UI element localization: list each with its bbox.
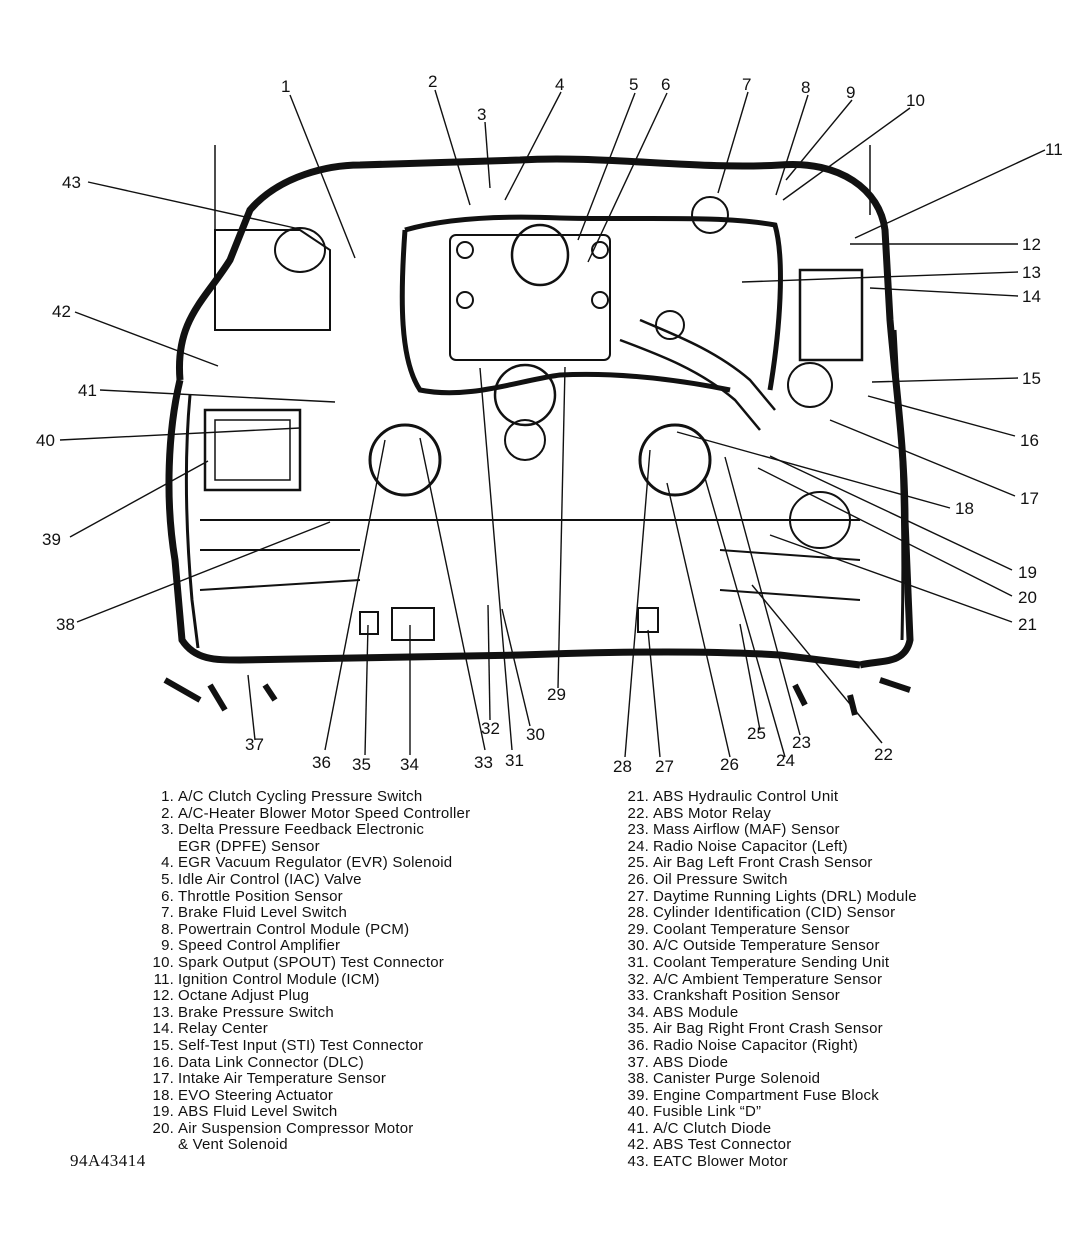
legend-number: 3. <box>161 821 174 839</box>
legend-text: ABS Module <box>653 1003 739 1021</box>
legend-text: Mass Airflow (MAF) Sensor <box>653 821 840 839</box>
legend-text: Crankshaft Position Sensor <box>653 987 840 1005</box>
legend-item <box>617 938 1057 955</box>
figure-id: 94A43414 <box>70 1151 146 1170</box>
callout-39: 39 <box>42 530 61 549</box>
legend-number: 41. <box>627 1119 649 1137</box>
callout-35: 35 <box>352 755 371 774</box>
legend-text: Octane Adjust Plug <box>178 987 310 1005</box>
legend-item <box>617 1071 1057 1088</box>
callout-30: 30 <box>526 725 545 744</box>
legend-number: 18. <box>152 1086 174 1104</box>
legend-item <box>617 789 1057 806</box>
legend-number: 31. <box>627 953 649 971</box>
callout-25: 25 <box>747 724 766 743</box>
callout-21: 21 <box>1018 615 1037 634</box>
callout-40: 40 <box>36 431 55 450</box>
legend-text: Idle Air Control (IAC) Valve <box>178 870 362 888</box>
legend-text: Speed Control Amplifier <box>178 937 341 955</box>
legend-number: 38. <box>627 1070 649 1088</box>
legend-number: 30. <box>627 937 649 955</box>
legend-text: Data Link Connector (DLC) <box>178 1053 364 1071</box>
legend-number: 23. <box>627 821 649 839</box>
legend-item <box>142 905 582 922</box>
callout-33: 33 <box>474 753 493 772</box>
legend-text: Brake Pressure Switch <box>178 1003 334 1021</box>
callout-2: 2 <box>428 72 438 91</box>
legend-text: A/C Clutch Diode <box>653 1119 772 1137</box>
callout-27: 27 <box>655 757 674 776</box>
legend-text: Intake Air Temperature Sensor <box>178 1070 387 1088</box>
callout-18: 18 <box>955 499 974 518</box>
legend-number: 10. <box>152 953 174 971</box>
legend-number: 21. <box>627 788 649 805</box>
legend-text: ABS Motor Relay <box>653 804 772 822</box>
engine-line-art <box>165 145 910 715</box>
legend-item <box>617 1005 1057 1022</box>
legend-number: 12. <box>152 987 174 1005</box>
callout-9: 9 <box>846 83 856 102</box>
legend-item <box>142 889 582 906</box>
legend-text: Air Suspension Compressor Motor <box>178 1119 414 1137</box>
legend-item <box>617 872 1057 889</box>
callout-15: 15 <box>1022 369 1041 388</box>
legend-number: 14. <box>152 1020 174 1038</box>
legend-number: 16. <box>152 1053 174 1071</box>
callout-38: 38 <box>56 615 75 634</box>
legend-number: 28. <box>627 904 649 922</box>
callout-36: 36 <box>312 753 331 772</box>
legend-text: Relay Center <box>178 1020 268 1038</box>
callout-43: 43 <box>62 173 81 192</box>
legend-item <box>617 1088 1057 1105</box>
legend-item <box>617 889 1057 906</box>
legend-number: 11. <box>153 970 174 988</box>
legend-number: 33. <box>627 987 649 1005</box>
legend-item <box>617 855 1057 872</box>
legend-text: Air Bag Right Front Crash Sensor <box>653 1020 883 1038</box>
legend-item <box>617 922 1057 939</box>
legend-right-column <box>617 789 1057 1171</box>
legend-item <box>617 988 1057 1005</box>
legend-number: 37. <box>627 1053 649 1071</box>
legend-item <box>142 789 582 806</box>
legend-number: 4. <box>161 854 174 872</box>
legend-text: Cylinder Identification (CID) Sensor <box>653 904 896 922</box>
legend-number: 36. <box>627 1036 649 1054</box>
legend-number: 34. <box>627 1003 649 1021</box>
legend-item <box>142 938 582 955</box>
legend-number: 17. <box>152 1070 174 1088</box>
legend-number: 7. <box>161 904 174 922</box>
legend-item <box>617 822 1057 839</box>
callout-6: 6 <box>661 75 671 94</box>
legend-number: 43. <box>627 1153 649 1171</box>
callout-31: 31 <box>505 751 524 770</box>
legend-item <box>142 922 582 939</box>
legend-item <box>142 1121 582 1138</box>
legend-number: 27. <box>627 887 649 905</box>
legend-number: 5. <box>161 870 174 888</box>
legend-item <box>142 1071 582 1088</box>
legend-text: Powertrain Control Module (PCM) <box>178 920 410 938</box>
legend-text: EVO Steering Actuator <box>178 1086 334 1104</box>
legend-text: A/C-Heater Blower Motor Speed Controller <box>178 804 471 822</box>
legend-item <box>617 905 1057 922</box>
callout-14: 14 <box>1022 287 1041 306</box>
legend-item <box>142 1005 582 1022</box>
legend-item <box>617 1137 1057 1154</box>
legend-number: 9. <box>161 937 174 955</box>
callout-13: 13 <box>1022 263 1041 282</box>
legend-text-continued: & Vent Solenoid <box>178 1136 288 1154</box>
legend-text: Ignition Control Module (ICM) <box>178 970 380 988</box>
legend-text: Canister Purge Solenoid <box>653 1070 821 1088</box>
legend-number: 15. <box>152 1036 174 1054</box>
legend-item <box>142 872 582 889</box>
legend-item <box>142 1055 582 1072</box>
legend-number: 32. <box>627 970 649 988</box>
legend-number: 1. <box>161 788 174 805</box>
legend-number: 19. <box>152 1103 174 1121</box>
callout-19: 19 <box>1018 563 1037 582</box>
callout-22: 22 <box>874 745 893 764</box>
callout-24: 24 <box>776 751 795 770</box>
callout-16: 16 <box>1020 431 1039 450</box>
legend-item <box>617 839 1057 856</box>
legend-item <box>617 1154 1057 1171</box>
legend-item <box>617 1104 1057 1121</box>
legend-number: 13. <box>152 1003 174 1021</box>
legend-text: ABS Fluid Level Switch <box>178 1103 338 1121</box>
callout-4: 4 <box>555 75 565 94</box>
legend-number: 42. <box>627 1136 649 1154</box>
legend-left-column <box>142 789 582 1154</box>
legend-item <box>617 972 1057 989</box>
legend-number: 25. <box>627 854 649 872</box>
legend-text: Coolant Temperature Sensor <box>653 920 850 938</box>
callout-1: 1 <box>281 77 291 96</box>
legend-item <box>142 972 582 989</box>
legend-number: 29. <box>627 920 649 938</box>
callout-37: 37 <box>245 735 264 754</box>
legend-text: ABS Diode <box>653 1053 729 1071</box>
callout-11: 11 <box>1045 140 1063 159</box>
callout-42: 42 <box>52 302 71 321</box>
legend-text: Coolant Temperature Sending Unit <box>653 953 890 971</box>
legend-text: A/C Ambient Temperature Sensor <box>653 970 883 988</box>
callout-20: 20 <box>1018 588 1037 607</box>
callout-10: 10 <box>906 91 925 110</box>
legend-text: Brake Fluid Level Switch <box>178 904 348 922</box>
callout-5: 5 <box>629 75 639 94</box>
legend-number: 40. <box>627 1103 649 1121</box>
legend-text: A/C Outside Temperature Sensor <box>653 937 880 955</box>
legend-number: 20. <box>152 1119 174 1137</box>
legend-number: 6. <box>161 887 174 905</box>
legend-item <box>617 806 1057 823</box>
legend-number: 35. <box>627 1020 649 1038</box>
legend-item <box>142 1104 582 1121</box>
legend-item <box>142 1038 582 1055</box>
legend-item <box>142 806 582 823</box>
callout-28: 28 <box>613 757 632 776</box>
callout-34: 34 <box>400 755 419 774</box>
legend-number: 2. <box>161 804 174 822</box>
callout-41: 41 <box>78 381 97 400</box>
legend-number: 26. <box>627 870 649 888</box>
callout-17: 17 <box>1020 489 1039 508</box>
callout-3: 3 <box>477 105 487 124</box>
legend-text: Radio Noise Capacitor (Left) <box>653 837 848 855</box>
callout-32: 32 <box>481 719 500 738</box>
legend-text: Oil Pressure Switch <box>653 870 788 888</box>
legend-item <box>617 1021 1057 1038</box>
legend-item <box>617 955 1057 972</box>
legend-text: Spark Output (SPOUT) Test Connector <box>178 953 444 971</box>
legend-item <box>142 1021 582 1038</box>
callout-labels <box>36 72 1063 776</box>
callout-29: 29 <box>547 685 566 704</box>
callout-7: 7 <box>742 75 752 94</box>
legend-text: Delta Pressure Feedback Electronic <box>178 821 425 839</box>
legend-text: ABS Hydraulic Control Unit <box>653 788 839 805</box>
legend-text: EGR Vacuum Regulator (EVR) Solenoid <box>178 854 453 872</box>
legend-text: Throttle Position Sensor <box>178 887 343 905</box>
callout-12: 12 <box>1022 235 1041 254</box>
legend-item <box>142 855 582 872</box>
legend-item <box>617 1055 1057 1072</box>
legend-text: EATC Blower Motor <box>653 1153 788 1171</box>
legend-text: Daytime Running Lights (DRL) Module <box>653 887 917 905</box>
legend-item <box>142 988 582 1005</box>
legend-item <box>617 1038 1057 1055</box>
legend-item <box>617 1121 1057 1138</box>
legend-text: Engine Compartment Fuse Block <box>653 1086 879 1104</box>
legend-item <box>142 822 582 839</box>
legend-number: 39. <box>627 1086 649 1104</box>
legend-text: Radio Noise Capacitor (Right) <box>653 1036 859 1054</box>
legend-number: 24. <box>627 837 649 855</box>
callout-23: 23 <box>792 733 811 752</box>
legend-text: Air Bag Left Front Crash Sensor <box>653 854 873 872</box>
callout-8: 8 <box>801 78 811 97</box>
legend-item <box>142 1088 582 1105</box>
legend-text: Fusible Link “D” <box>653 1103 762 1121</box>
legend-text: Self-Test Input (STI) Test Connector <box>178 1036 424 1054</box>
legend-text-continued: EGR (DPFE) Sensor <box>178 837 320 855</box>
legend-text: ABS Test Connector <box>653 1136 792 1154</box>
callout-26: 26 <box>720 755 739 774</box>
legend-number: 8. <box>161 920 174 938</box>
legend-item <box>142 955 582 972</box>
legend-text: A/C Clutch Cycling Pressure Switch <box>178 788 423 805</box>
legend-number: 22. <box>627 804 649 822</box>
